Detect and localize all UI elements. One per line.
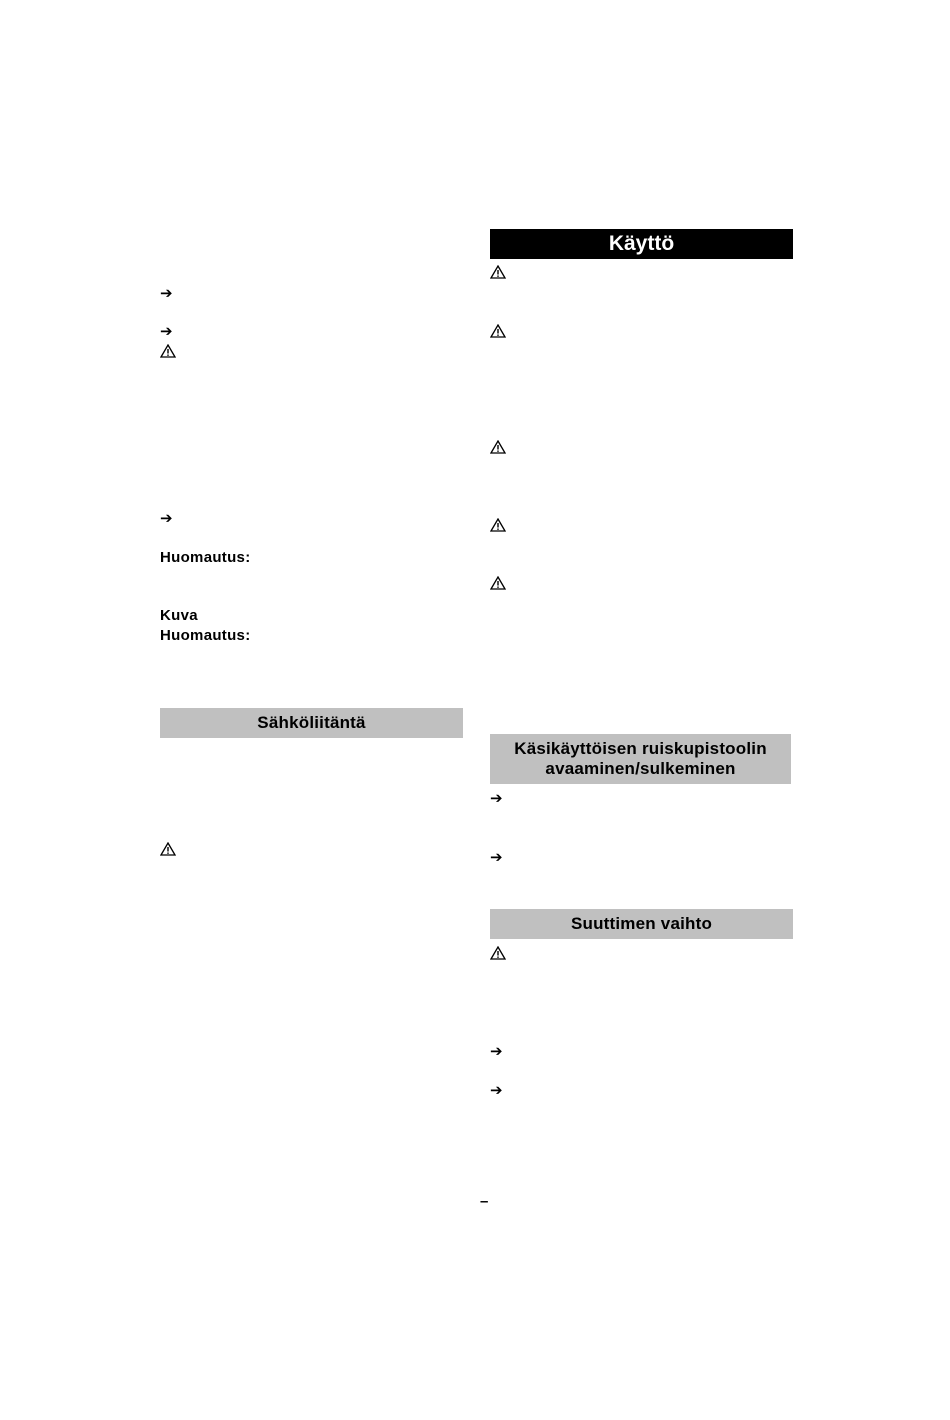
page-marker: –	[480, 1193, 489, 1210]
section-heading-text: Suuttimen vaihto	[570, 914, 713, 933]
arrow-right-icon: ➔	[490, 1081, 503, 1099]
section-heading-operation	[490, 229, 793, 259]
section-heading-text: Käyttö	[608, 232, 675, 255]
section-heading-electric-connection	[160, 708, 463, 738]
section-heading-text: Sähköliitäntä	[257, 713, 366, 732]
warning-triangle-icon	[160, 344, 176, 358]
section-heading-text-line1: Käsikäyttöisen ruiskupistoolin	[514, 739, 767, 758]
warning-triangle-icon	[160, 842, 176, 856]
note-label: Huomautus:	[160, 549, 251, 566]
section-heading-text-line2: avaaminen/sulkeminen	[545, 759, 736, 778]
note-label: Huomautus:	[160, 627, 251, 644]
warning-triangle-icon	[490, 265, 506, 279]
section-heading-trigger-gun	[490, 734, 791, 784]
arrow-right-icon: ➔	[490, 789, 503, 807]
arrow-right-icon: ➔	[160, 284, 173, 302]
warning-triangle-icon	[490, 324, 506, 338]
warning-triangle-icon	[490, 946, 506, 960]
arrow-right-icon: ➔	[490, 1042, 503, 1060]
warning-triangle-icon	[490, 576, 506, 590]
figure-label: Kuva	[160, 607, 198, 624]
section-heading-nozzle-change	[490, 909, 793, 939]
arrow-right-icon: ➔	[160, 322, 173, 340]
arrow-right-icon: ➔	[160, 509, 173, 527]
warning-triangle-icon	[490, 440, 506, 454]
arrow-right-icon: ➔	[490, 848, 503, 866]
warning-triangle-icon	[490, 518, 506, 532]
